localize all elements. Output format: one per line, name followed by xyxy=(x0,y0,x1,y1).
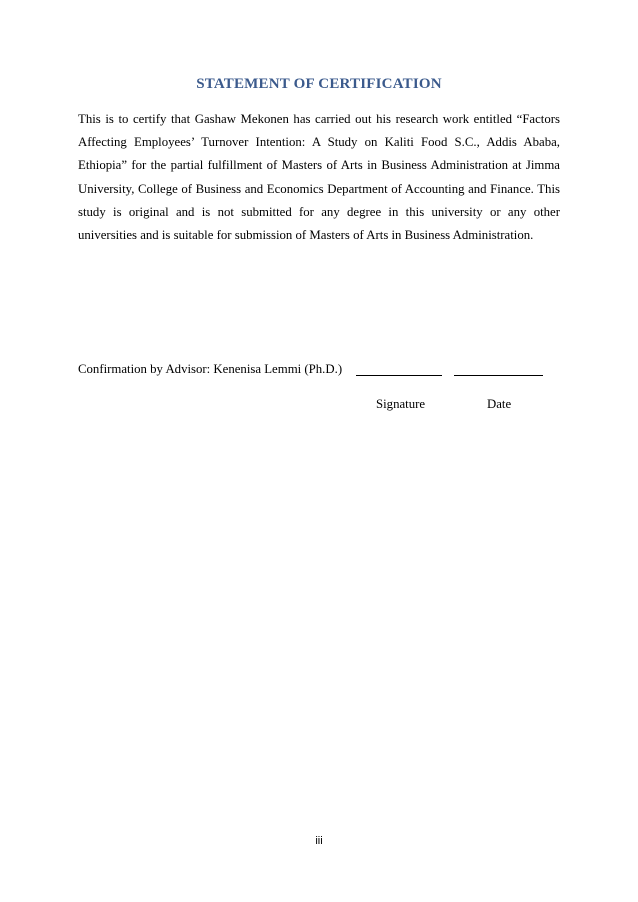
signature-label: Signature xyxy=(376,397,426,411)
certification-paragraph: This is to certify that Gashaw Mekonen has carried out his research work entitled “Factors Affecting Employees’ Turnover Intention: A Study on Kaliti Food S.C., Addis Ababa, Ethiopia” for the partial fulfillment of Masters of Arts in Business Administration at Jimma University, College of Business and Economics Department of Accounting and Finance. This study is original and is not submitted for any degree in this university or any other universities and is suitable for submission of Masters of Arts in Business Administration. xyxy=(78,112,560,243)
date-label: Date xyxy=(487,397,512,411)
page-number: iii xyxy=(315,835,323,847)
signature-line xyxy=(356,375,442,376)
advisor-confirmation: Confirmation by Advisor: Kenenisa Lemmi (Ph.D.) xyxy=(78,362,343,376)
page-title: STATEMENT OF CERTIFICATION xyxy=(196,76,442,92)
date-line xyxy=(454,375,543,376)
